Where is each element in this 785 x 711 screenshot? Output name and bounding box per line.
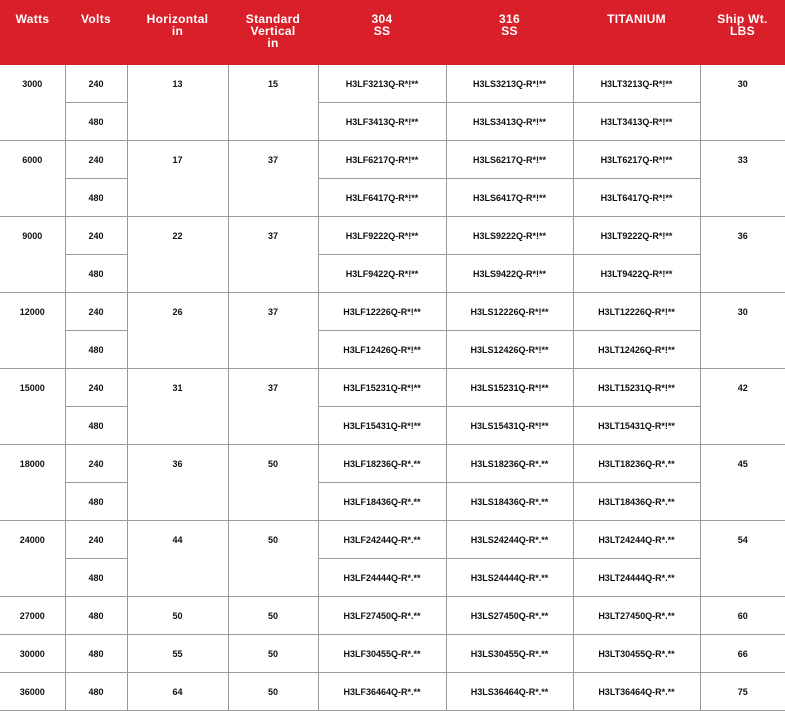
part-316ss-cell: H3LS18236Q-R*.**	[446, 445, 573, 483]
part-304ss-cell: H3LF18236Q-R*.**	[318, 445, 446, 483]
vertical-cell: 50	[228, 597, 318, 635]
volts-cell: 240	[65, 521, 127, 559]
part-316ss-cell: H3LS12426Q-R*!**	[446, 331, 573, 369]
part-titanium-cell: H3LT6417Q-R*!**	[573, 179, 700, 217]
ship-weight-cell: 54	[700, 521, 785, 597]
part-304ss-cell: H3LF15431Q-R*!**	[318, 407, 446, 445]
table-body	[0, 65, 785, 711]
table-row	[0, 369, 785, 407]
part-304ss-cell: H3LF27450Q-R*.**	[318, 597, 446, 635]
volts-cell: 240	[65, 217, 127, 255]
table-row	[0, 331, 785, 369]
part-titanium-cell: H3LT3413Q-R*!**	[573, 103, 700, 141]
watts-cell: 18000	[0, 445, 65, 521]
ship-weight-cell: 30	[700, 293, 785, 369]
vertical-cell: 50	[228, 673, 318, 711]
part-316ss-cell: H3LS9422Q-R*!**	[446, 255, 573, 293]
ship-weight-cell: 36	[700, 217, 785, 293]
part-titanium-cell: H3LT12226Q-R*!**	[573, 293, 700, 331]
watts-cell: 6000	[0, 141, 65, 217]
ship-weight-cell: 42	[700, 369, 785, 445]
watts-cell: 12000	[0, 293, 65, 369]
table-row	[0, 103, 785, 141]
part-304ss-cell: H3LF9222Q-R*!**	[318, 217, 446, 255]
part-316ss-cell: H3LS15231Q-R*!**	[446, 369, 573, 407]
table-row	[0, 141, 785, 179]
part-316ss-cell: H3LS3413Q-R*!**	[446, 103, 573, 141]
part-304ss-cell: H3LF6217Q-R*!**	[318, 141, 446, 179]
part-titanium-cell: H3LT27450Q-R*.**	[573, 597, 700, 635]
part-titanium-cell: H3LT6217Q-R*!**	[573, 141, 700, 179]
header-titanium: TITANIUM	[573, 0, 700, 65]
header-volts: Volts	[65, 0, 127, 65]
part-304ss-cell: H3LF24444Q-R*.**	[318, 559, 446, 597]
part-304ss-cell: H3LF6417Q-R*!**	[318, 179, 446, 217]
volts-cell: 240	[65, 293, 127, 331]
watts-cell: 15000	[0, 369, 65, 445]
part-316ss-cell: H3LS36464Q-R*.**	[446, 673, 573, 711]
part-304ss-cell: H3LF24244Q-R*.**	[318, 521, 446, 559]
table-row	[0, 673, 785, 711]
table-row	[0, 65, 785, 103]
header-304ss: 304 SS	[318, 0, 446, 65]
ship-weight-cell: 33	[700, 141, 785, 217]
part-titanium-cell: H3LT12426Q-R*!**	[573, 331, 700, 369]
ship-weight-cell: 66	[700, 635, 785, 673]
vertical-cell: 15	[228, 65, 318, 141]
part-316ss-cell: H3LS24444Q-R*.**	[446, 559, 573, 597]
part-304ss-cell: H3LF3413Q-R*!**	[318, 103, 446, 141]
volts-cell: 240	[65, 141, 127, 179]
watts-cell: 27000	[0, 597, 65, 635]
horizontal-cell: 50	[127, 597, 228, 635]
part-titanium-cell: H3LT36464Q-R*.**	[573, 673, 700, 711]
horizontal-cell: 31	[127, 369, 228, 445]
part-304ss-cell: H3LF9422Q-R*!**	[318, 255, 446, 293]
table-row	[0, 521, 785, 559]
vertical-cell: 37	[228, 293, 318, 369]
vertical-cell: 50	[228, 445, 318, 521]
ship-weight-cell: 30	[700, 65, 785, 141]
part-titanium-cell: H3LT18436Q-R*.**	[573, 483, 700, 521]
table-row	[0, 635, 785, 673]
watts-cell: 9000	[0, 217, 65, 293]
table-row	[0, 597, 785, 635]
volts-cell: 480	[65, 483, 127, 521]
horizontal-cell: 22	[127, 217, 228, 293]
part-316ss-cell: H3LS18436Q-R*.**	[446, 483, 573, 521]
volts-cell: 240	[65, 65, 127, 103]
part-titanium-cell: H3LT24244Q-R*.**	[573, 521, 700, 559]
table-row	[0, 179, 785, 217]
ship-weight-cell: 45	[700, 445, 785, 521]
header-horizontal: Horizontal in	[127, 0, 228, 65]
table-row	[0, 445, 785, 483]
header-watts: Watts	[0, 0, 65, 65]
ship-weight-cell: 60	[700, 597, 785, 635]
part-304ss-cell: H3LF30455Q-R*.**	[318, 635, 446, 673]
part-titanium-cell: H3LT15231Q-R*!**	[573, 369, 700, 407]
part-titanium-cell: H3LT24444Q-R*.**	[573, 559, 700, 597]
part-titanium-cell: H3LT30455Q-R*.**	[573, 635, 700, 673]
volts-cell: 240	[65, 445, 127, 483]
horizontal-cell: 44	[127, 521, 228, 597]
part-304ss-cell: H3LF12226Q-R*!**	[318, 293, 446, 331]
table-row	[0, 483, 785, 521]
part-316ss-cell: H3LS3213Q-R*!**	[446, 65, 573, 103]
horizontal-cell: 64	[127, 673, 228, 711]
table-row	[0, 255, 785, 293]
part-titanium-cell: H3LT15431Q-R*!**	[573, 407, 700, 445]
part-titanium-cell: H3LT3213Q-R*!**	[573, 65, 700, 103]
volts-cell: 480	[65, 407, 127, 445]
header-vertical: Standard Vertical in	[228, 0, 318, 65]
part-304ss-cell: H3LF12426Q-R*!**	[318, 331, 446, 369]
watts-cell: 24000	[0, 521, 65, 597]
table-row	[0, 559, 785, 597]
volts-cell: 480	[65, 635, 127, 673]
part-316ss-cell: H3LS6217Q-R*!**	[446, 141, 573, 179]
part-304ss-cell: H3LF18436Q-R*.**	[318, 483, 446, 521]
part-316ss-cell: H3LS12226Q-R*!**	[446, 293, 573, 331]
volts-cell: 240	[65, 369, 127, 407]
part-304ss-cell: H3LF15231Q-R*!**	[318, 369, 446, 407]
volts-cell: 480	[65, 179, 127, 217]
part-316ss-cell: H3LS30455Q-R*.**	[446, 635, 573, 673]
vertical-cell: 37	[228, 141, 318, 217]
header-316ss: 316 SS	[446, 0, 573, 65]
horizontal-cell: 17	[127, 141, 228, 217]
watts-cell: 30000	[0, 635, 65, 673]
table-row	[0, 293, 785, 331]
volts-cell: 480	[65, 597, 127, 635]
vertical-cell: 37	[228, 217, 318, 293]
vertical-cell: 50	[228, 635, 318, 673]
table-row	[0, 407, 785, 445]
volts-cell: 480	[65, 673, 127, 711]
part-316ss-cell: H3LS9222Q-R*!**	[446, 217, 573, 255]
vertical-cell: 37	[228, 369, 318, 445]
part-304ss-cell: H3LF3213Q-R*!**	[318, 65, 446, 103]
table-row	[0, 217, 785, 255]
horizontal-cell: 13	[127, 65, 228, 141]
part-316ss-cell: H3LS27450Q-R*.**	[446, 597, 573, 635]
volts-cell: 480	[65, 331, 127, 369]
header-row	[0, 0, 785, 65]
horizontal-cell: 26	[127, 293, 228, 369]
horizontal-cell: 55	[127, 635, 228, 673]
table-header	[0, 0, 785, 65]
header-ship-weight: Ship Wt. LBS	[700, 0, 785, 65]
part-316ss-cell: H3LS24244Q-R*.**	[446, 521, 573, 559]
volts-cell: 480	[65, 559, 127, 597]
part-titanium-cell: H3LT18236Q-R*.**	[573, 445, 700, 483]
vertical-cell: 50	[228, 521, 318, 597]
part-titanium-cell: H3LT9422Q-R*!**	[573, 255, 700, 293]
part-316ss-cell: H3LS6417Q-R*!**	[446, 179, 573, 217]
part-titanium-cell: H3LT9222Q-R*!**	[573, 217, 700, 255]
volts-cell: 480	[65, 103, 127, 141]
horizontal-cell: 36	[127, 445, 228, 521]
watts-cell: 3000	[0, 65, 65, 141]
volts-cell: 480	[65, 255, 127, 293]
part-304ss-cell: H3LF36464Q-R*.**	[318, 673, 446, 711]
part-316ss-cell: H3LS15431Q-R*!**	[446, 407, 573, 445]
watts-cell: 36000	[0, 673, 65, 711]
ship-weight-cell: 75	[700, 673, 785, 711]
